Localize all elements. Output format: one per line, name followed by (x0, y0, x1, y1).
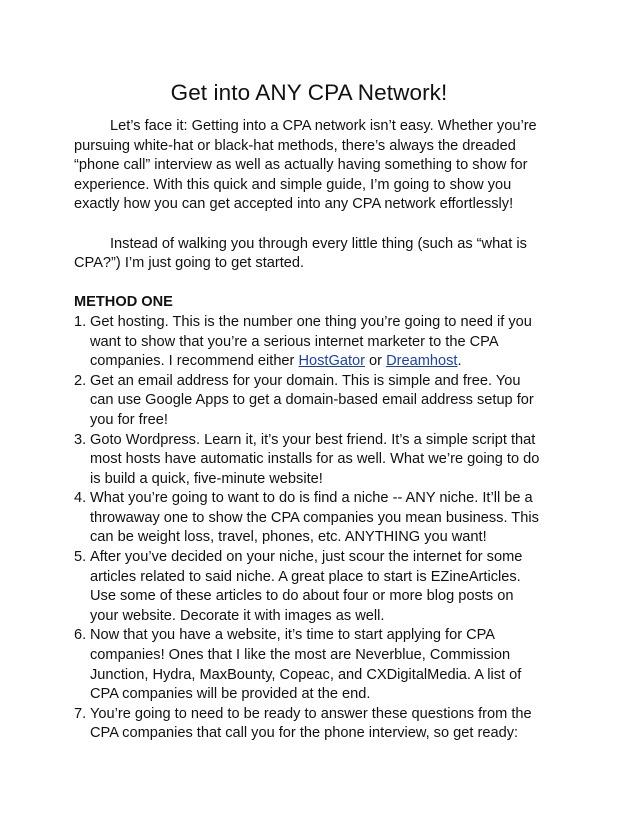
step-number: 4. (74, 490, 87, 507)
step-item-6 (74, 626, 544, 704)
step-item-1 (74, 313, 544, 372)
step-item-5 (74, 548, 544, 626)
step-text: Get an email address for your domain. This is simple and free. You can use Google Apps to get a domain-based email address setup for you for free! (90, 372, 534, 428)
step-text-connector: or (364, 353, 387, 370)
step-text-end: . (457, 353, 462, 370)
document-page (74, 0, 544, 744)
step-item-7 (74, 705, 544, 744)
step-text: What you’re going to want to do is find a niche -- ANY niche. It’ll be a throwaway one to show the CPA companies you mean business. This can be weight loss, travel, phones, etc. ANYTHING you want! (90, 490, 539, 546)
step-text: You’re going to need to be ready to answer these questions from the CPA companies that call you for the phone interview, so get ready: (90, 705, 532, 742)
step-item-2 (74, 372, 544, 431)
document-title: Get into ANY CPA Network! (170, 80, 448, 105)
step-text: Get hosting. This is the number one thing you’re going to need if you want to show that you’re a serious internet marketer to the CPA companies. I recommend either (90, 313, 532, 370)
step-text: Goto Wordpress. Learn it, it’s your best friend. It’s a simple script that most hosts have automatic installs for as well. What we’re going to do is build a quick, five-minute website! (90, 431, 540, 487)
step-number: 1. (74, 313, 87, 330)
step-number: 2. (74, 372, 87, 389)
step-number: 6. (74, 627, 87, 644)
intro-paragraph-2: Instead of walking you through every little thing (such as “what is CPA?”) I’m just going to get started. (74, 235, 527, 272)
dreamhost-link[interactable]: Dreamhost (386, 353, 458, 370)
step-item-4 (74, 489, 544, 548)
steps-list (74, 313, 544, 744)
step-number: 5. (74, 549, 87, 566)
step-text: After you’ve decided on your niche, just scour the internet for some articles related to said niche. A great place to start is EZineArticles. Use some of these articles to do about four or more blog posts on your website. Decorate it with images as well. (90, 549, 523, 624)
intro-paragraph-1: Let’s face it: Getting into a CPA network isn’t easy. Whether you’re pursuing white-hat or black-hat methods, there’s always the dreaded “phone call” interview as well as actually having something to show for experience. With this quick and simple guide, I’m going to show you exactly how you can get accepted into any CPA network effortlessly! (74, 118, 537, 213)
step-text: Now that you have a website, it’s time to start applying for CPA companies! Ones that I like the most are Neverblue, Commission Junction, Hydra, MaxBounty, Copeac, and CXDigitalMedia. A list of CPA companies will be provided at the end. (90, 627, 522, 703)
hostgator-link[interactable]: HostGator (298, 353, 365, 370)
step-number: 3. (74, 431, 87, 448)
method-heading: METHOD ONE (74, 294, 173, 311)
step-item-3 (74, 431, 544, 490)
step-number: 7. (74, 705, 87, 722)
